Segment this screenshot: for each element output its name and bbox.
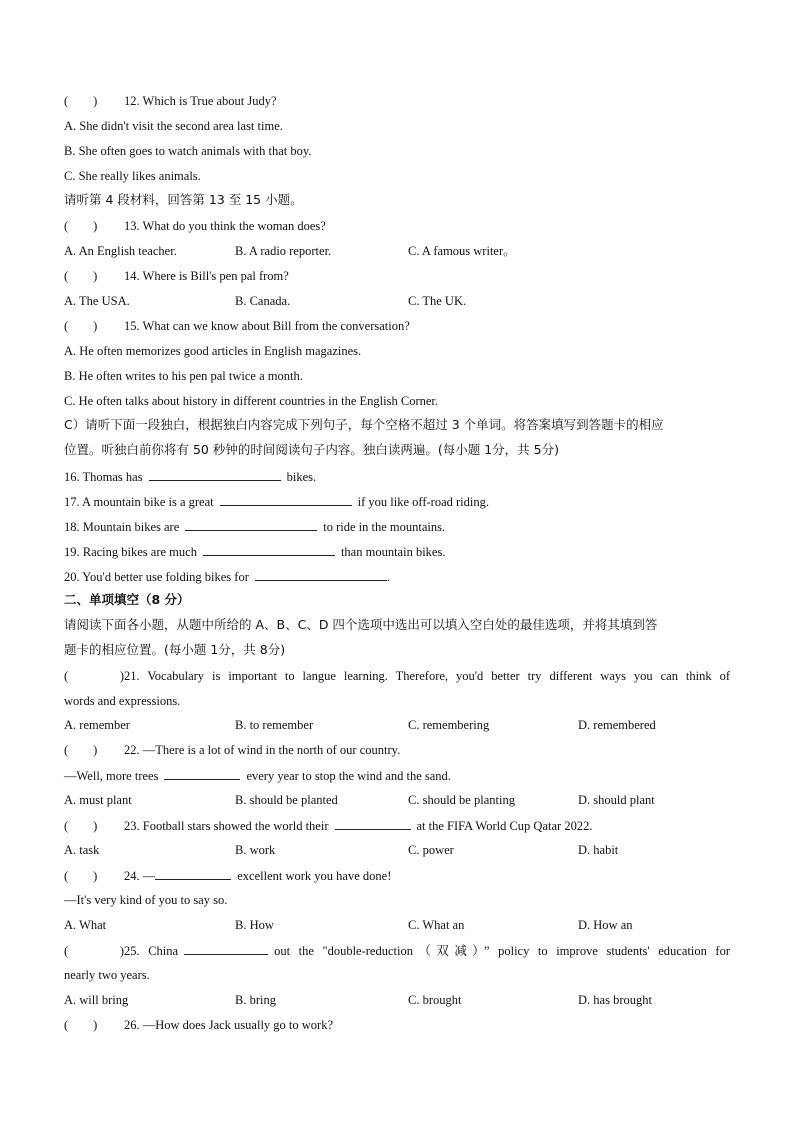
answer-paren[interactable]: ( )	[64, 869, 98, 883]
part-c-instruction-line1: C）请听下面一段独白，根据独白内容完成下列句子，每个空格不超过 3 个单词。将答案填写到答题卡的相应	[64, 417, 664, 432]
question-25-continued: nearly two years.	[64, 968, 150, 982]
fill-question-18: 18. Mountain bikes are to ride in the mountains.	[64, 520, 446, 534]
section-2-title: 二、单项填空（8 分）	[64, 592, 190, 607]
fill-question-20: 20. You'd better use folding bikes for .	[64, 570, 391, 584]
fill-question-16: 16. Thomas has bikes.	[64, 470, 317, 484]
question-22	[64, 742, 400, 758]
q23-option-c: C. power	[408, 843, 454, 857]
answer-paren[interactable]: ( )	[64, 669, 124, 683]
q12-option-a: A. She didn't visit the second area last time.	[64, 119, 283, 133]
question-25: ( )25. China out the "double-reduction（双减）” policy to improve students' education for	[64, 944, 730, 958]
answer-paren[interactable]: ( )	[64, 743, 98, 757]
question-26	[64, 1017, 333, 1033]
q21-option-d: D. remembered	[578, 718, 656, 732]
question-21-continued: words and expressions.	[64, 694, 181, 708]
q12-option-c: C. She really likes animals.	[64, 169, 201, 183]
fill-question-17: 17. A mountain bike is a great if you like off-road riding.	[64, 495, 489, 509]
answer-blank[interactable]	[164, 767, 240, 780]
answer-blank[interactable]	[155, 867, 231, 880]
question-24-response: —It's very kind of you to say so.	[64, 893, 228, 907]
q24-option-a: A. What	[64, 918, 107, 932]
question-stem: 26. —How does Jack usually go to work?	[124, 1018, 333, 1032]
answer-paren[interactable]: ( )	[64, 1018, 98, 1032]
q22-option-a: A. must plant	[64, 793, 132, 807]
question-stem: 12. Which is True about Judy?	[124, 94, 277, 108]
question-stem: 14. Where is Bill's pen pal from?	[124, 269, 289, 283]
answer-blank[interactable]	[203, 543, 335, 556]
answer-blank[interactable]	[185, 518, 317, 531]
q13-option-c: C. A famous writer。	[408, 244, 516, 258]
q25-option-a: A. will bring	[64, 993, 129, 1007]
question-22-response: —Well, more trees every year to stop the wind and the sand.	[64, 769, 451, 783]
answer-blank[interactable]	[220, 493, 352, 506]
q12-option-b: B. She often goes to watch animals with that boy.	[64, 144, 312, 158]
q23-option-d: D. habit	[578, 843, 619, 857]
answer-blank[interactable]	[149, 468, 281, 481]
answer-paren[interactable]: ( )	[64, 94, 98, 108]
q24-option-c: C. What an	[408, 918, 465, 932]
question-14	[64, 268, 289, 284]
answer-paren[interactable]: ( )	[64, 319, 98, 333]
answer-blank[interactable]	[184, 942, 268, 955]
q14-option-b: B. Canada.	[235, 294, 291, 308]
q22-option-d: D. should plant	[578, 793, 655, 807]
q23-option-b: B. work	[235, 843, 276, 857]
question-stem: 21. Vocabulary is important to langue learning. Therefore, you'd better try different ways you can think of	[124, 669, 730, 683]
q25-option-c: C. brought	[408, 993, 462, 1007]
answer-paren[interactable]: ( )	[64, 269, 98, 283]
section4-instruction: 请听第 4 段材料，回答第 13 至 15 小题。	[64, 192, 303, 207]
section-2-instruction-line1: 请阅读下面各小题，从题中所给的 A、B、C、D 四个选项中选出可以填入空白处的最佳选项，并将其填到答	[64, 617, 658, 632]
question-15	[64, 318, 410, 334]
q24-option-d: D. How an	[578, 918, 633, 932]
answer-blank[interactable]	[335, 817, 411, 830]
q24-option-b: B. How	[235, 918, 274, 932]
q21-option-c: C. remembering	[408, 718, 490, 732]
answer-paren[interactable]: ( )	[64, 944, 124, 958]
question-23: ( ) 23. Football stars showed the world their at the FIFA World Cup Qatar 2022.	[64, 819, 593, 833]
q14-option-a: A. The USA.	[64, 294, 130, 308]
fill-question-19: 19. Racing bikes are much than mountain bikes.	[64, 545, 446, 559]
answer-paren[interactable]: ( )	[64, 819, 98, 833]
question-stem: 15. What can we know about Bill from the conversation?	[124, 319, 410, 333]
q25-option-b: B. bring	[235, 993, 276, 1007]
question-24: ( ) 24. — excellent work you have done!	[64, 869, 392, 883]
question-13	[64, 218, 326, 234]
question-12	[64, 93, 277, 109]
q14-option-c: C. The UK.	[408, 294, 467, 308]
question-stem: 13. What do you think the woman does?	[124, 219, 326, 233]
section-2-instruction-line2: 题卡的相应位置。(每小题 1分，共 8分)	[64, 642, 286, 657]
q23-option-a: A. task	[64, 843, 100, 857]
q13-option-a: A. An English teacher.	[64, 244, 177, 258]
q15-option-b: B. He often writes to his pen pal twice a month.	[64, 369, 303, 383]
part-c-instruction-line2: 位置。听独白前你将有 50 秒钟的时间阅读句子内容。独白读两遍。(每小题 1分，共 5分)	[64, 442, 559, 457]
answer-blank[interactable]	[255, 568, 387, 581]
question-21	[64, 668, 730, 684]
q22-option-b: B. should be planted	[235, 793, 338, 807]
question-stem: 22. —There is a lot of wind in the north of our country.	[124, 743, 401, 757]
q22-option-c: C. should be planting	[408, 793, 515, 807]
q21-option-a: A. remember	[64, 718, 130, 732]
q13-option-b: B. A radio reporter.	[235, 244, 332, 258]
q21-option-b: B. to remember	[235, 718, 314, 732]
q15-option-c: C. He often talks about history in different countries in the English Corner.	[64, 394, 439, 408]
q15-option-a: A. He often memorizes good articles in English magazines.	[64, 344, 362, 358]
q25-option-d: D. has brought	[578, 993, 652, 1007]
answer-paren[interactable]: ( )	[64, 219, 98, 233]
